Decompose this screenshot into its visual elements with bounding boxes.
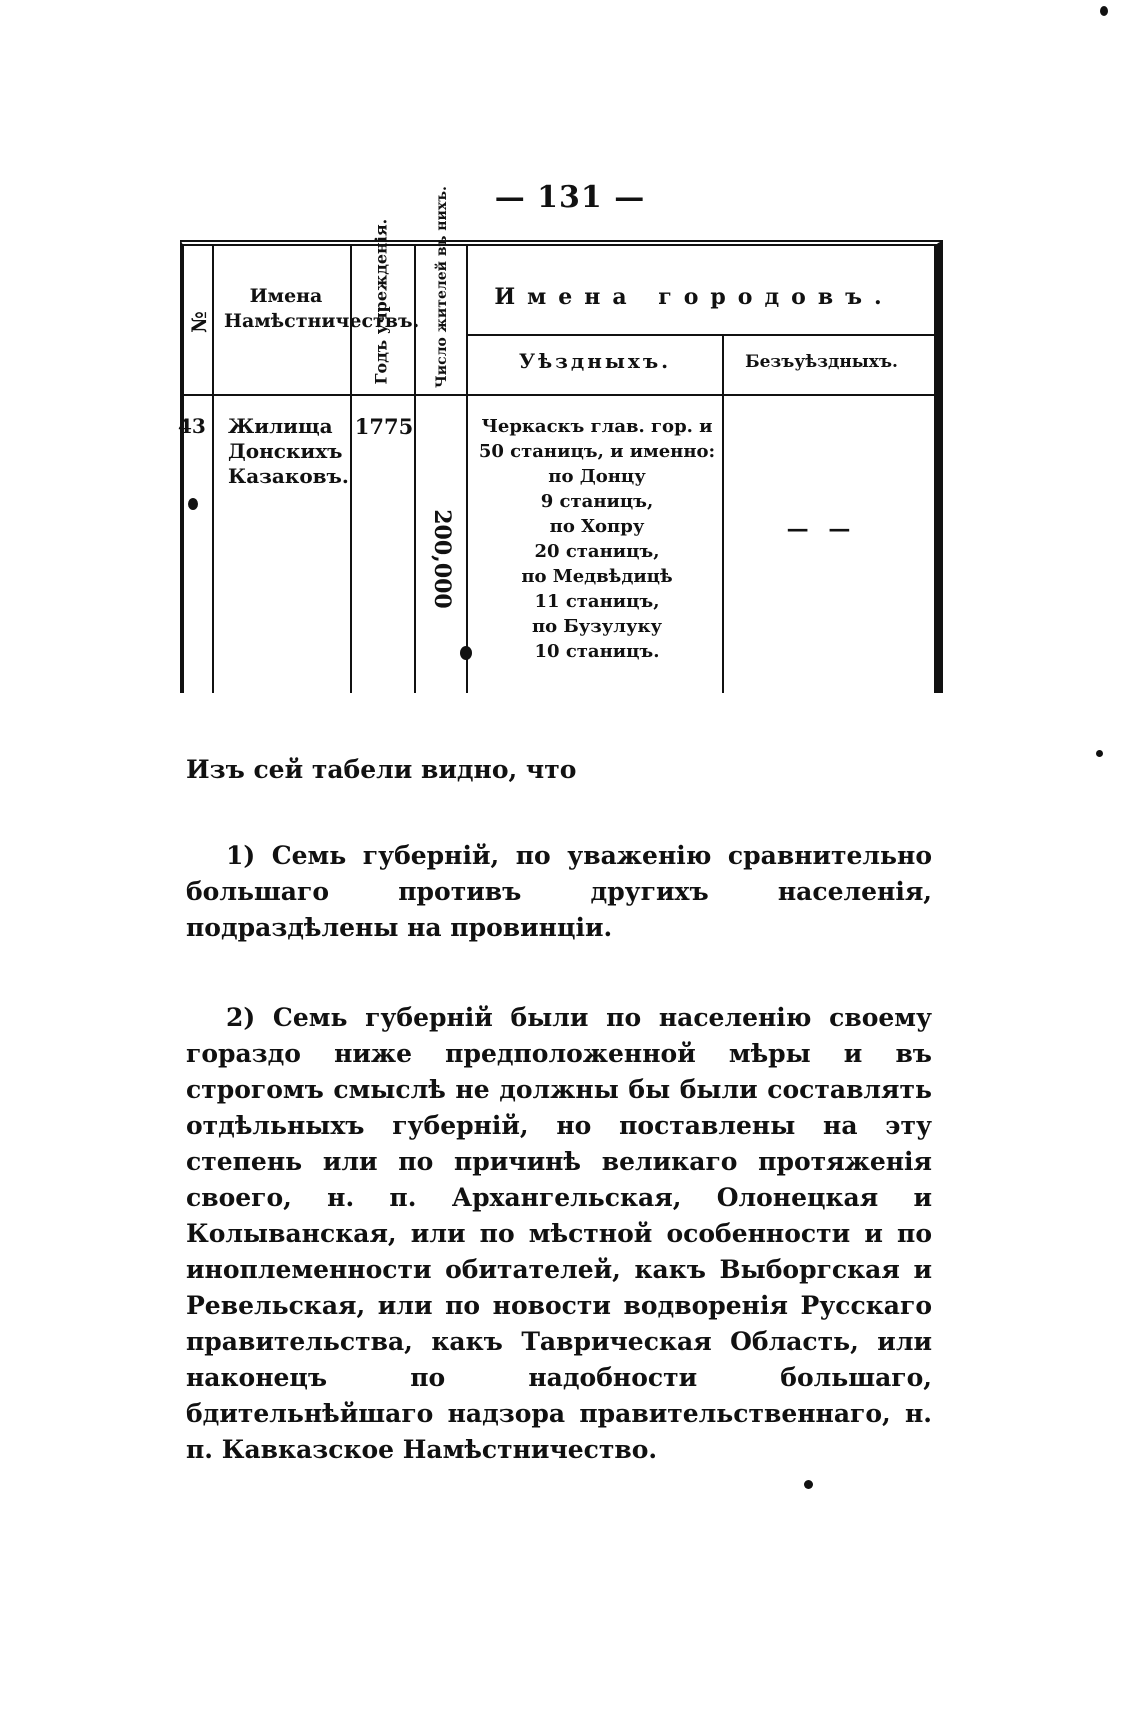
city-line: по Донцу [548,466,646,487]
city-line: 9 станицъ, [540,491,654,512]
table-rule [184,394,934,396]
row-year: 1775 [354,414,414,439]
scan-speck [1100,6,1108,16]
row-number: 43 [178,414,206,438]
city-line: 50 станицъ, и именно: [478,441,716,462]
city-line: по Медвѣдицѣ [521,566,673,587]
city-line: Черкаскъ глав. гор. и [481,416,713,437]
city-line: по Хопру [549,516,645,537]
scan-speck [804,1480,813,1489]
row-population: 200,000 [429,509,455,609]
page-number: — 131 — [494,180,646,215]
table-rule [212,246,214,693]
table-rule [722,334,724,693]
row-name-line: Казаковъ. [228,464,349,488]
row-bezuezd: — — [786,516,857,542]
header-uezd: Уѣздныхъ. [518,349,672,373]
header-bezuezd: Безъуѣздныхъ. [745,352,898,372]
city-line: 20 станицъ, [534,541,660,562]
city-line: 11 станицъ, [534,591,660,612]
row-cities [472,414,722,664]
header-cities: Имена городовъ. [494,284,894,310]
header-number: № [187,311,211,333]
scan-speck [460,646,472,660]
intro-line: Изъ сей табели видно, что [186,755,577,784]
row-name-line: Донскихъ [228,439,343,463]
city-line: 10 станицъ. [534,641,660,662]
header-year: Годъ учрежденія. [371,218,391,385]
paragraph-1: 1) Семь губерній, по уваженію сравнительно большаго противъ другихъ населенія, подраздѣлены на провинціи. [186,841,932,942]
scan-speck [188,498,198,510]
table-rule [466,246,468,693]
scan-speck [1096,750,1103,757]
paragraph-2: 2) Семь губерній были по населенію своему гораздо ниже предположенной мѣры и въ строгомъ смыслѣ не должны бы были составлять отдѣльныхъ губерній, но поставлены на эту степень или по причинѣ великаго протяженія своего, н. п. Архангельская, Олонецкая и Колыванская, или по мѣстной особенности и по иноплеменности обитателей, какъ Выборгская и Ревельская, или по новости водворенія Русскаго правительства, какъ Таврическая Область, или наконецъ по надобности большаго, бдительнѣйшаго надзора правительственнаго, н. п. Кавказское Намѣстничество. [186,1003,932,1464]
header-namestnichestva: Имена Намѣстничествъ. [224,285,420,332]
city-line: по Бузулуку [531,616,663,637]
row-name [222,414,358,489]
row-name-line: Жилища [228,414,333,438]
table-rule [466,334,934,336]
header-population: Число жителей въ нихъ. [434,186,450,388]
